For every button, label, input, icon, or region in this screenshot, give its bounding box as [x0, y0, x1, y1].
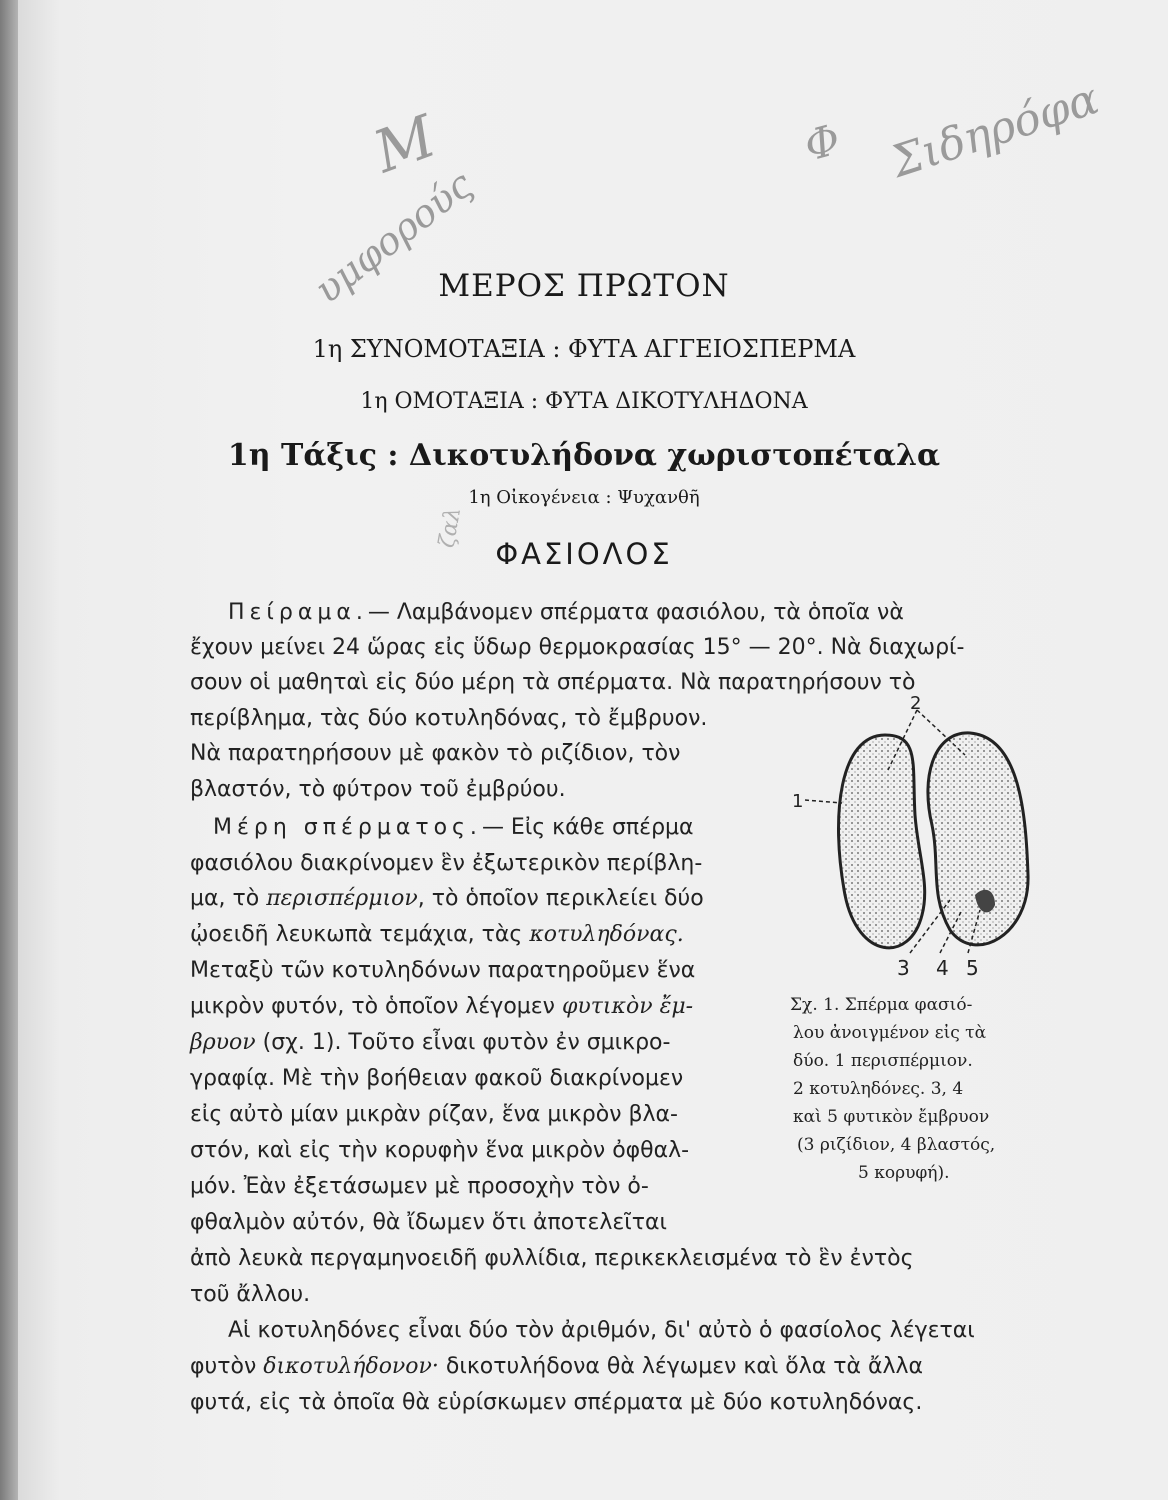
text-span: , τὸ ὁποῖον περικλείει δύο — [417, 886, 704, 911]
text-line: φυτά, εἰς τὰ ὁποῖα θὰ εὑρίσκωμεν σπέρματα μὲ δύο κοτυληδόνας. — [190, 1390, 923, 1415]
handwritten-note: Σιδηρόφα — [885, 73, 1105, 188]
handwritten-note: Μ — [365, 101, 445, 187]
text-line — [190, 994, 693, 1019]
figure-label-3: 3 — [897, 956, 910, 980]
figure-label-2: 2 — [910, 695, 922, 714]
text-span: — Εἰς κάθε σπέρμα — [481, 815, 694, 840]
text-line: τοῦ ἄλλου. — [190, 1282, 311, 1307]
book-spine — [0, 0, 18, 1500]
text-line: περίβλημα, τὰς δύο κοτυληδόνας, τὸ ἔμβρυον. — [190, 706, 708, 731]
figure-caption-line: (3 ριζίδιον, 4 βλαστός, — [797, 1135, 996, 1155]
text-line: ἀπὸ λευκὰ περγαμηνοειδῆ φυλλίδια, περικεκλεισμένα τὸ ἓν ἐντὸς — [190, 1246, 914, 1271]
family-heading: 1η Οἰκογένεια : Ψυχανθῆ — [468, 487, 700, 508]
right-cotyledon — [928, 733, 1028, 945]
figure-caption-line: 2 κοτυληδόνες. 3, 4 — [793, 1079, 964, 1099]
text-span: φυτὸν — [190, 1354, 264, 1379]
experiment-label: Πείραμα. — [228, 600, 368, 625]
text-span: — Λαμβάνομεν σπέρματα φασιόλου, τὰ ὁποῖα νὰ — [367, 600, 904, 625]
text-line: μόν. Ἐὰν ἐξετάσωμεν μὲ προσοχὴν τὸν ὀ- — [190, 1174, 649, 1199]
figure-caption-line: Σχ. 1. Σπέρμα φασιό- — [790, 995, 973, 1015]
handwritten-note: υμφορούς — [306, 162, 481, 312]
order-heading: 1η Τάξις : Δικοτυλήδονα χωριστοπέταλα — [227, 438, 941, 473]
text-span: ᾠοειδῆ λευκωπὰ τεμάχια, τὰς — [190, 922, 530, 947]
text-line — [228, 600, 904, 625]
text-line — [190, 1354, 923, 1379]
text-span: (σχ. 1). Τοῦτο εἶναι φυτὸν ἐν σμικρο- — [255, 1030, 671, 1055]
text-line: βλαστόν, τὸ φύτρον τοῦ ἐμβρύου. — [190, 777, 566, 802]
term-italic: βρυον — [190, 1030, 256, 1055]
text-line: ἔχουν μείνει 24 ὥρας εἰς ὕδωρ θερμοκρασίας 15° — 20°. Νὰ διαχωρί- — [190, 635, 965, 660]
text-span: δικοτυλήδονα θὰ λέγωμεν καὶ ὅλα τὰ ἄλλα — [438, 1354, 924, 1379]
figure-caption-line: λου ἀνοιγμένον εἰς τὰ — [793, 1023, 987, 1043]
text-line: Αἱ κοτυληδόνες εἶναι δύο τὸν ἀριθμόν, δι' αὐτὸ ὁ φασίολος λέγεται — [228, 1318, 975, 1343]
plant-heading: ΦΑΣΙΟΛΟΣ — [495, 537, 673, 571]
figure-label-4: 4 — [936, 956, 949, 980]
class-heading: 1η ΟΜΟΤΑΞΙΑ : ΦΥΤΑ ΔΙΚΟΤΥΛΗΔΟΝΑ — [360, 389, 808, 414]
text-line: φασιόλου διακρίνομεν ἓν ἐξωτερικὸν περίβλη- — [190, 851, 703, 876]
page-title: ΜΕΡΟΣ ΠΡΩΤΟΝ — [438, 268, 730, 304]
bean-seed-figure — [790, 695, 1040, 985]
text-line: εἰς αὐτὸ μίαν μικρὰν ρίζαν, ἕνα μικρὸν βλα- — [190, 1102, 678, 1127]
handwritten-note: Φ — [799, 114, 846, 171]
term-italic: φυτικὸν ἔμ- — [561, 994, 694, 1019]
text-line — [190, 1030, 670, 1055]
term-italic: δικοτυλήδονον· — [263, 1354, 439, 1379]
left-cotyledon — [838, 735, 924, 948]
text-line — [190, 886, 704, 911]
text-line — [190, 922, 684, 947]
text-line: σουν οἱ μαθηταὶ εἰς δύο μέρη τὰ σπέρματα. Νὰ παρατηρήσουν τὸ — [190, 670, 916, 695]
text-line: Μεταξὺ τῶν κοτυληδόνων παρατηροῦμεν ἕνα — [190, 958, 696, 983]
text-span: μικρὸν φυτόν, τὸ ὁποῖον λέγομεν — [190, 994, 562, 1019]
figure-caption-line: 5 κορυφή). — [858, 1163, 950, 1183]
text-line — [213, 815, 694, 840]
text-line: γραφίᾳ. Μὲ τὴν βοήθειαν φακοῦ διακρίνομεν — [190, 1066, 684, 1091]
parts-label: Μέρη σπέρματος. — [213, 815, 482, 840]
text-span: μα, τὸ — [190, 886, 267, 911]
figure-caption-line: καὶ 5 φυτικὸν ἔμβρυον — [793, 1107, 990, 1127]
leader-line-1 — [805, 800, 842, 803]
phylum-heading: 1η ΣΥΝΟΜΟΤΑΞΙΑ : ΦΥΤΑ ΑΓΓΕΙΟΣΠΕΡΜΑ — [312, 335, 856, 363]
term-italic: περισπέρμιον — [266, 886, 418, 911]
text-line: φθαλμὸν αὐτόν, θὰ ἴδωμεν ὅτι ἀποτελεῖται — [190, 1210, 667, 1235]
text-line: στόν, καὶ εἰς τὴν κορυφὴν ἕνα μικρὸν ὀφθαλ- — [190, 1138, 690, 1163]
term-italic: κοτυληδόνας. — [529, 922, 684, 947]
text-line: Νὰ παρατηρήσουν μὲ φακὸν τὸ ριζίδιον, τὸν — [190, 741, 681, 766]
figure-label-1: 1 — [792, 791, 804, 812]
figure-caption-line: δύο. 1 περισπέρμιον. — [793, 1051, 973, 1071]
figure-label-5: 5 — [966, 956, 979, 980]
handwritten-note: ζαλ — [434, 505, 467, 550]
